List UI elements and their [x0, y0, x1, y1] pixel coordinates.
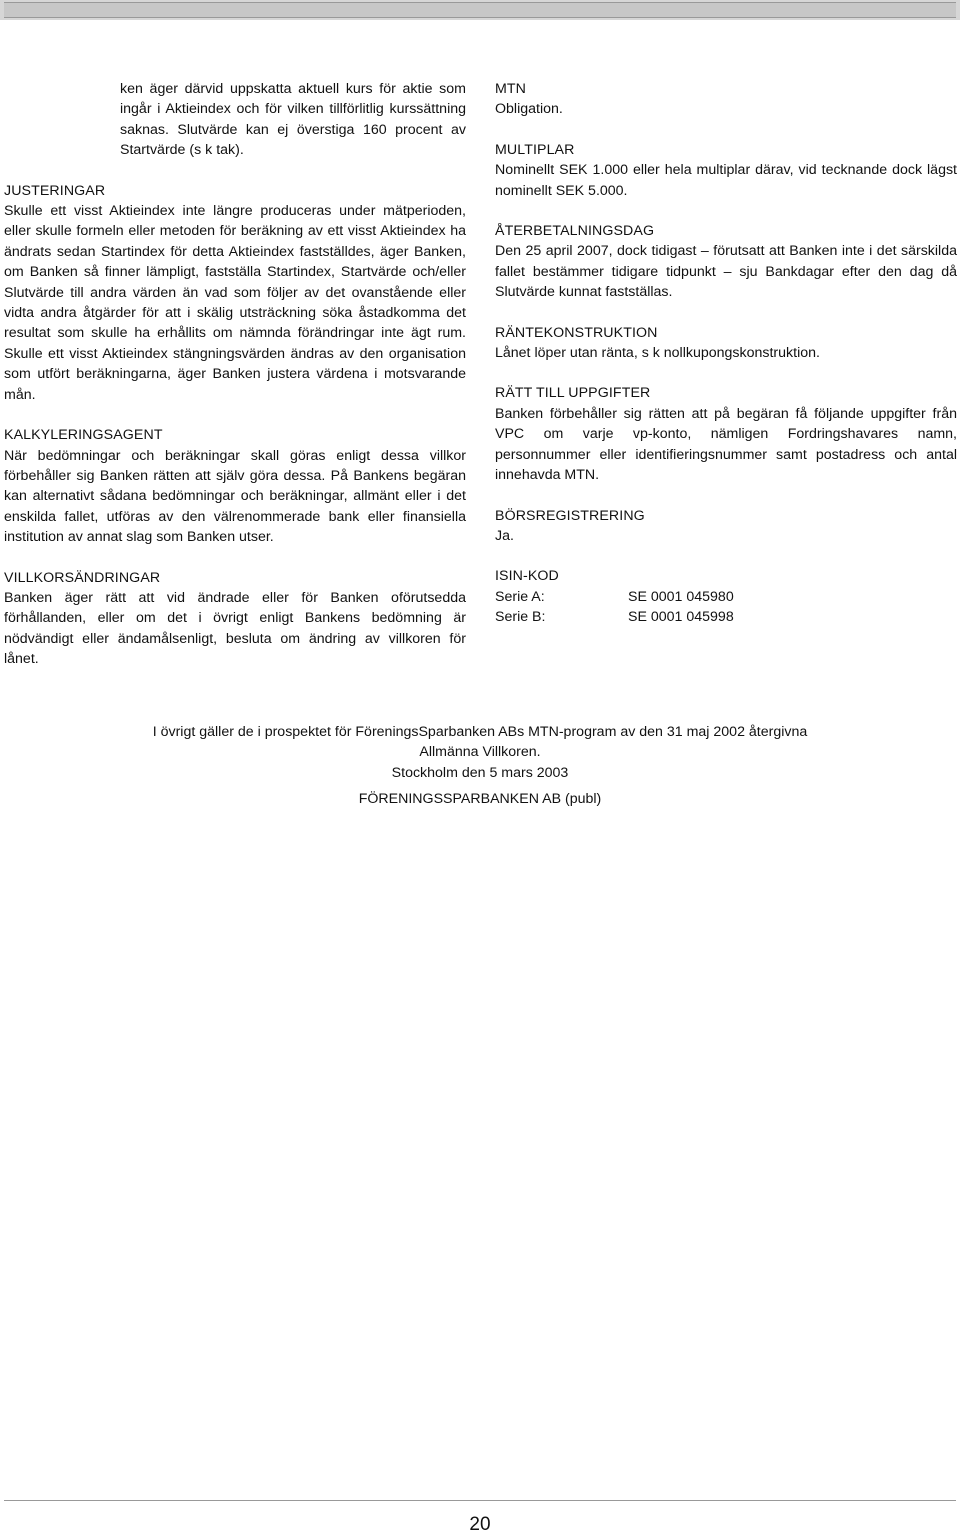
aterbetalningsdag-section: [495, 221, 957, 303]
justeringar-heading: JUSTERINGAR: [4, 182, 106, 199]
villkorsandringar-text: Banken äger rätt att vid ändrade eller för Banken oförutsedda förhållanden, eller om det i övrigt enligt Bankens bedömning är nödvändigt eller ändamålsenligt, besluta om ändring av villkoren för lånet.: [4, 589, 466, 668]
isin-label: Serie A:: [495, 588, 545, 605]
mtn-text: Obligation.: [495, 101, 563, 118]
multiplar-text: Nominellt SEK 1.000 eller hela multiplar därav, vid tecknande dock lägst nominellt SEK 5.000.: [495, 162, 957, 199]
mtn-heading: MTN: [495, 81, 527, 97]
multiplar-heading: MULTIPLAR: [495, 141, 575, 158]
isin-value: SE 0001 045980: [628, 588, 734, 605]
borsregistrering-heading: BÖRSREGISTRERING: [495, 507, 645, 524]
footer-rule: [4, 1500, 956, 1501]
rantekonstruktion-section: [495, 323, 957, 364]
isin-row-serie-a: [495, 587, 957, 607]
isin-value: SE 0001 045998: [628, 609, 734, 626]
aterbetalningsdag-text: Den 25 april 2007, dock tidigast – förutsatt att Banken inte i det särskilda fallet bestämmer tidigare tidpunkt – sju Bankdagar efter den dag då Slutvärde kunnat fastställas.: [495, 243, 957, 301]
borsregistrering-text: Ja.: [495, 527, 514, 544]
intro-paragraph: ken äger därvid uppskatta aktuell kurs för aktie som ingår i Aktieindex och för vilken tillförlitlig kurssättning saknas. Slutvärde kan ej överstiga 160 procent av Startvärde (s k tak).: [120, 81, 466, 159]
signature-line: FÖRENINGSSPARBANKEN AB (publ): [358, 791, 602, 808]
isin-label: Serie B:: [495, 609, 546, 626]
page-number: 20: [469, 1514, 491, 1535]
ratt-till-uppgifter-heading: RÄTT TILL UPPGIFTER: [495, 385, 651, 402]
ratt-till-uppgifter-section: [495, 383, 957, 485]
isin-row-serie-b: [495, 607, 957, 627]
ratt-till-uppgifter-text: Banken förbehåller sig rätten att på begäran få följande uppgifter från VPC om varje vp-konto, nämligen Fordringshavares namn, personnummer eller identifieringsnummer samt postadress och antal innehavda MTN.: [495, 405, 957, 484]
kalkyleringsagent-heading: KALKYLERINGSAGENT: [4, 427, 163, 444]
closing-statement: [0, 722, 960, 810]
isin-kod-section: [495, 566, 957, 627]
left-column: [4, 79, 466, 690]
right-column: [495, 79, 957, 648]
rantekonstruktion-text: Lånet löper utan ränta, s k nollkupongskonstruktion.: [495, 345, 820, 362]
aterbetalningsdag-heading: ÅTERBETALNINGSDAG: [495, 223, 655, 240]
closing-line-2: Allmänna Villkoren.: [419, 744, 541, 761]
kalkyleringsagent-text: När bedömningar och beräkningar skall göras enligt dessa villkor förbehåller sig Banken rätten att själv göra dessa. På Bankens begäran kan alternativt sådana bedömningar och beräkningar, allmänt eller i det enskilda fallet, utföras av den välrenommerade bank eller finansiella institution av annat slag som Banken utser.: [4, 447, 466, 546]
place-date-line: Stockholm den 5 mars 2003: [391, 764, 569, 781]
borsregistrering-section: [495, 506, 957, 547]
isin-kod-heading: ISIN-KOD: [495, 568, 559, 585]
kalkyleringsagent-section: [4, 425, 466, 547]
closing-line-1: I övrigt gäller de i prospektet för FöreningsSparbanken ABs MTN-program av den 31 maj 2002 återgivna: [152, 724, 808, 740]
villkorsandringar-heading: VILLKORSÄNDRINGAR: [4, 569, 161, 586]
justeringar-section: [4, 181, 466, 405]
villkorsandringar-section: [4, 568, 466, 670]
rantekonstruktion-heading: RÄNTEKONSTRUKTION: [495, 324, 658, 341]
multiplar-section: [495, 140, 957, 201]
mtn-section: [495, 79, 957, 120]
justeringar-text: Skulle ett visst Aktieindex inte längre produceras under mätperioden, eller skulle formeln eller metoden för beräkning av ett visst Aktieindex ha ändrats sedan Startindex för detta Aktieindex fastställdes, äger Banken, om Banken så finner lämpligt, fastställa Startindex, Startvärde och/eller Slutvärde till andra värden än vad som följer av det ovanstående eller vidta andra åtgärder för att i skälig utsträckning söka åstadkomma det resultat som skulle ha erhållits om nämnda förändringar inte ägt rum. Skulle ett visst Aktieindex stängningsvärden ändras av den organisation som utfört beräkningarna, äger Banken justera värdena i motsvarande mån.: [4, 203, 466, 403]
